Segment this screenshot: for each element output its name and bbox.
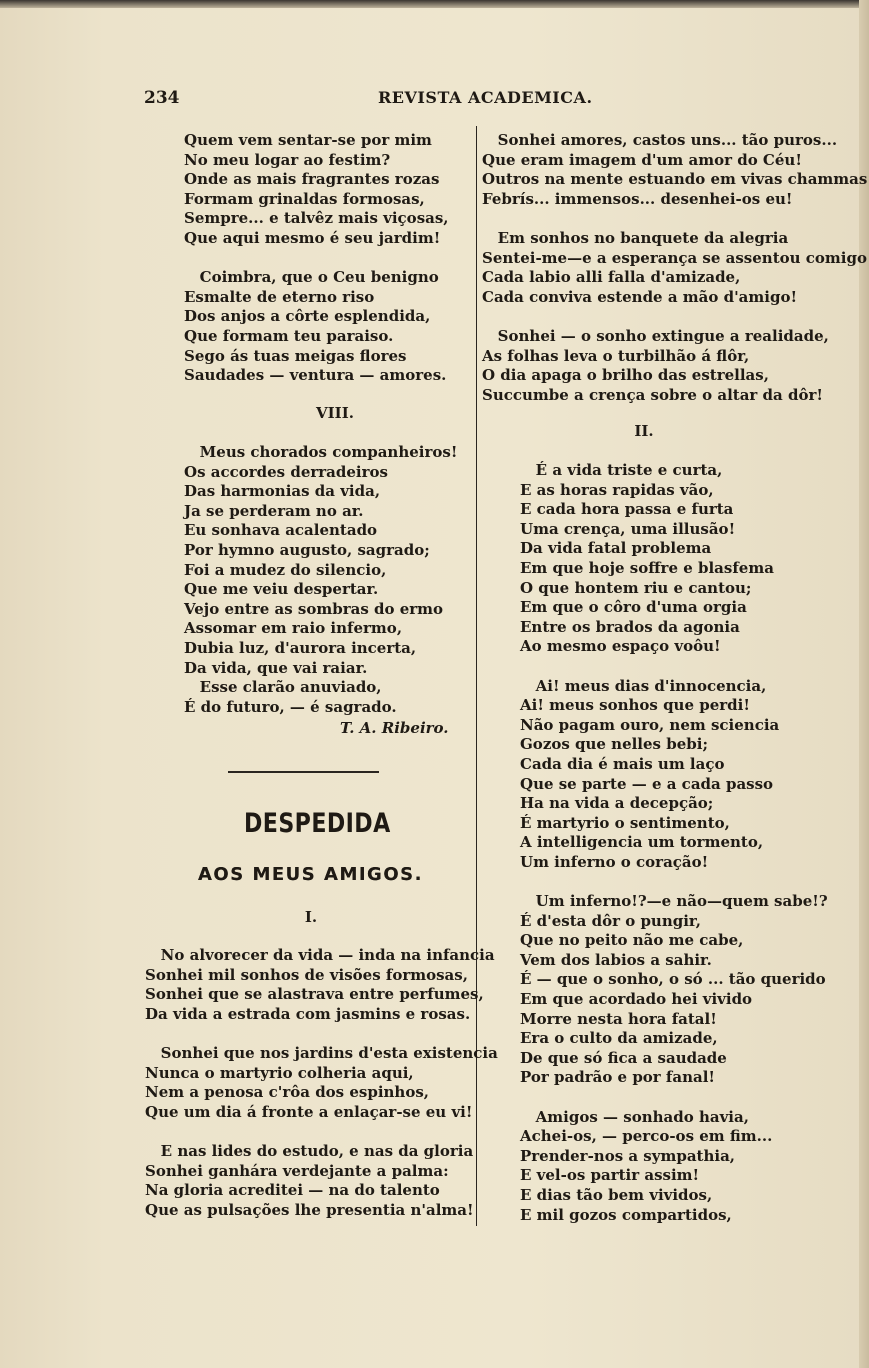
poem-line: Em que acordado hei vivido	[520, 990, 753, 1009]
poem-line: E cada hora passa e furta	[520, 500, 734, 519]
poem-line: No meu logar ao festim?	[184, 150, 391, 169]
poem-line: E dias tão bem vividos,	[520, 1185, 713, 1204]
poem-line: Em que hoje soffre e blasfema	[520, 558, 774, 577]
stanza-gap	[184, 249, 449, 269]
poem-line: A intelligencia um tormento,	[520, 833, 764, 852]
poem-line: É — que o sonho, o só ... tão querido	[520, 970, 826, 989]
poem-line: Cada dia é mais um laço	[520, 754, 725, 773]
poem-line: Um inferno!?—e não—quem sabe!?	[520, 892, 828, 911]
poem-line: Da vida fatal problema	[520, 539, 712, 558]
poem-line: Que um dia á fronte a enlaçar-se eu vi!	[145, 1102, 473, 1121]
poem-line: Sonhei amores, castos uns... tão puros...	[482, 131, 838, 149]
poem-line: As folhas leva o turbilhão á flôr,	[482, 346, 750, 365]
section-heading-viii: VIII.	[316, 404, 354, 422]
poem-line: É martyrio o sentimento,	[520, 813, 730, 832]
poem-line: Outros na mente estuando em vivas chammas	[482, 170, 868, 189]
stanza-gap	[520, 1088, 828, 1108]
poem-line: Ao mesmo espaço voôu!	[520, 637, 721, 656]
poem-line: O dia apaga o brilho das estrellas,	[482, 366, 769, 385]
poem-line: Que formam teu paraiso.	[184, 326, 394, 345]
poem-line: No alvorecer da vida — inda na infancia	[145, 946, 495, 964]
poem-line: Nem a penosa c'rôa dos espinhos,	[145, 1083, 430, 1102]
poem-line: Os accordes derradeiros	[184, 462, 388, 481]
stanza-gap	[482, 209, 867, 229]
poem-line: Sonhei que se alastrava entre perfumes,	[145, 985, 484, 1004]
poem-line: Que aqui mesmo é seu jardim!	[184, 228, 441, 247]
poem-line: Sempre... e talvêz mais viçosas,	[184, 209, 449, 228]
poem-line: Entre os brados da agonia	[520, 617, 740, 636]
poem-line: Esse clarão anuviado,	[184, 678, 382, 697]
poem-line: Gozos que nelles bebi;	[520, 735, 708, 754]
poem-line: Vejo entre as sombras do ermo	[184, 599, 444, 618]
poem-line: Sego ás tuas meigas flores	[184, 346, 407, 365]
poem-line: Eu sonhava acalentado	[184, 521, 378, 540]
poem-line: Dubia luz, d'aurora incerta,	[184, 638, 417, 657]
poem-line: Amigos — sonhado havia,	[520, 1107, 749, 1126]
right-column-top-stanzas	[482, 131, 867, 405]
stanza-gap	[520, 872, 828, 892]
stanza-gap	[520, 657, 828, 677]
left-column-top-stanzas	[184, 131, 449, 386]
poem-line: Ai! meus sonhos que perdi!	[520, 696, 750, 715]
poem-line: Saudades — ventura — amores.	[184, 366, 447, 385]
poem-line: Em que o côro d'uma orgia	[520, 598, 747, 617]
poem-line: Que as pulsações lhe presentia n'alma!	[145, 1200, 474, 1219]
stanza-gap	[145, 1122, 498, 1142]
poem-line: Não pagam ouro, nem sciencia	[520, 715, 780, 734]
poem-line: Cada conviva estende a mão d'amigo!	[482, 287, 798, 306]
poem-line: Sentei-me—e a esperança se assentou comigo	[482, 248, 867, 267]
section-heading-i: I.	[304, 908, 318, 926]
poem-line: Era o culto da amizade,	[520, 1029, 718, 1048]
poem-line: Que eram imagem d'um amor do Céu!	[482, 150, 802, 169]
poem-line: Dos anjos a côrte esplendida,	[184, 307, 431, 326]
page-top-edge	[0, 0, 869, 8]
running-header	[0, 88, 869, 112]
poem-line: Da vida, que vai raiar.	[184, 658, 368, 677]
poem-line: Que se parte — e a cada passo	[520, 774, 774, 793]
poem-line: O que hontem riu e cantou;	[520, 578, 752, 597]
poem-line: Meus chorados companheiros!	[184, 443, 458, 461]
poem-line: Assomar em raio infermo,	[184, 619, 403, 638]
left-column-middle-stanza	[184, 443, 457, 717]
poem-line: Succumbe a crença sobre o altar da dôr!	[482, 385, 823, 404]
poem-line: É a vida triste e curta,	[520, 461, 723, 479]
poem-line: Por hymno augusto, sagrado;	[184, 540, 430, 559]
poem-line: Por padrão e por fanal!	[520, 1068, 716, 1087]
page-number: 234	[144, 88, 180, 108]
poem-line: Coimbra, que o Ceu benigno	[184, 268, 439, 287]
poem-line: Uma crença, uma illusão!	[520, 519, 736, 538]
stanza-gap	[482, 307, 867, 327]
poem-line: Que no peito não me cabe,	[520, 931, 744, 950]
poem-line: Ai! meus dias d'innocencia,	[520, 676, 767, 695]
poem-line: Das harmonias da vida,	[184, 482, 381, 501]
poem-line: E mil gozos compartidos,	[520, 1205, 732, 1224]
poem-line: Sonhei — o sonho extingue a realidade,	[482, 326, 829, 345]
poem-line: É do futuro, — é sagrado.	[184, 697, 397, 716]
poem-line: Febrís... immensos... desenhei-os eu!	[482, 189, 793, 208]
poem-line: Sonhei que nos jardins d'esta existencia	[145, 1043, 498, 1062]
poem-line: Sonhei ganhára verdejante a palma:	[145, 1161, 449, 1180]
poem-line: Nunca o martyrio colheria aqui,	[145, 1063, 414, 1082]
poem-line: É d'esta dôr o pungir,	[520, 911, 701, 930]
poem-line: Achei-os, — perco-os em fim...	[520, 1127, 773, 1146]
poem-line: Prender-nos a sympathia,	[520, 1146, 736, 1165]
poem-line: E as horas rapidas vão,	[520, 480, 714, 499]
section-separator-rule	[228, 771, 379, 773]
poem-line: Em sonhos no banquete da alegria	[482, 228, 789, 247]
running-title: REVISTA ACADEMICA.	[378, 88, 593, 107]
right-column-bottom-stanzas	[520, 461, 828, 1225]
poem-line: Onde as mais fragrantes rozas	[184, 170, 440, 189]
poem-line: E nas lides do estudo, e nas da gloria	[145, 1141, 474, 1160]
poem-line: Um inferno o coração!	[520, 852, 709, 871]
left-column-bottom-stanzas	[145, 946, 498, 1220]
poem-line: Ha na vida a decepção;	[520, 794, 714, 813]
poem-line: Esmalte de eterno riso	[184, 287, 375, 306]
poem-line: Na gloria acreditei — na do talento	[145, 1181, 440, 1200]
poem-line: De que só fica a saudade	[520, 1048, 727, 1067]
section-heading-ii: II.	[634, 422, 654, 440]
poem-line: Vem dos labios a sahir.	[520, 950, 712, 969]
poem-line: Cada labio alli falla d'amizade,	[482, 268, 741, 287]
author-signature: T. A. Ribeiro.	[340, 719, 449, 737]
stanza-gap	[145, 1024, 498, 1044]
poem-line: Que me veiu despertar.	[184, 580, 379, 599]
poem-line: Da vida a estrada com jasmins e rosas.	[145, 1004, 471, 1023]
poem-line: Foi a mudez do silencio,	[184, 560, 387, 579]
poem-subtitle: AOS MEUS AMIGOS.	[198, 864, 423, 885]
poem-line: Quem vem sentar-se por mim	[184, 131, 432, 149]
poem-title: DESPEDIDA	[244, 808, 391, 839]
poem-line: Morre nesta hora fatal!	[520, 1009, 717, 1028]
poem-line: Ja se perderam no ar.	[184, 501, 364, 520]
poem-line: Formam grinaldas formosas,	[184, 189, 425, 208]
poem-line: Sonhei mil sonhos de visões formosas,	[145, 965, 468, 984]
poem-line: E vel-os partir assim!	[520, 1166, 700, 1185]
